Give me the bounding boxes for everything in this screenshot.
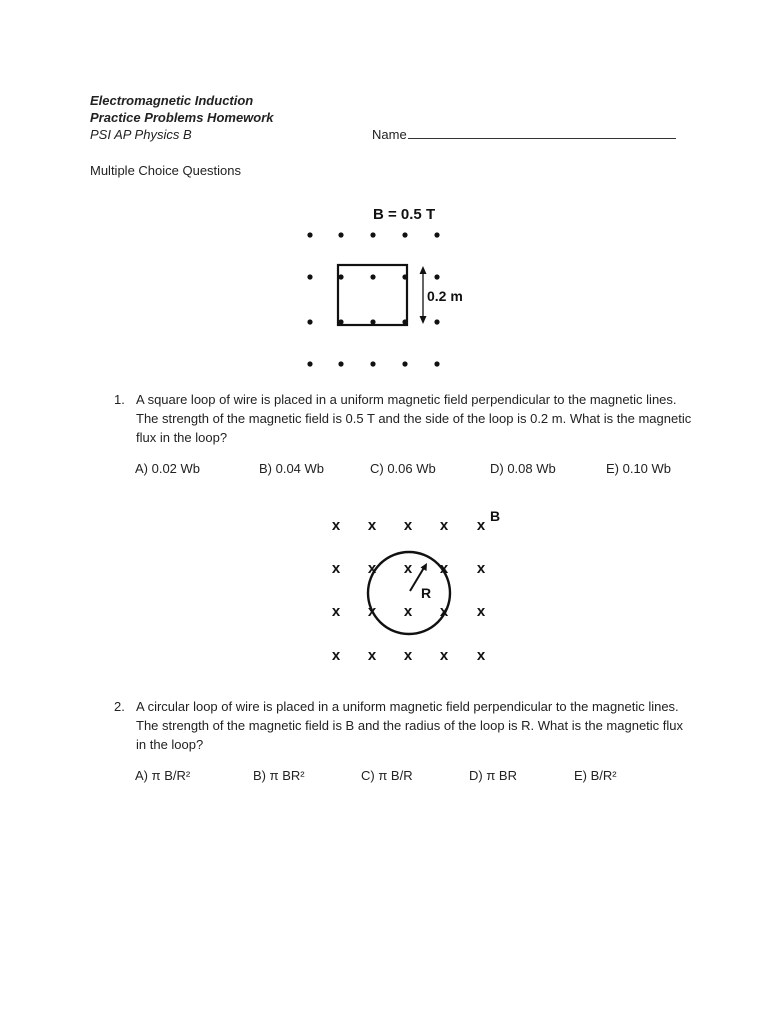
q1-choice-e[interactable]: E) 0.10 Wb [606, 461, 672, 476]
field-x-mark: x [403, 517, 413, 534]
field-x-mark: x [439, 560, 449, 577]
field-dot [370, 319, 375, 324]
q2-choice-e[interactable]: E) B/R² [574, 768, 617, 783]
field-label-b: B [490, 508, 501, 524]
dimension-arrow-top [420, 266, 427, 274]
course-name: PSI AP Physics B [90, 127, 192, 142]
worksheet-title-line-2: Practice Problems Homework [90, 110, 274, 125]
field-x-mark: x [403, 647, 413, 664]
field-dot [338, 232, 343, 237]
field-dot [307, 319, 312, 324]
field-dot [338, 319, 343, 324]
field-x-mark: x [439, 603, 449, 620]
name-field[interactable] [372, 126, 676, 142]
q1-choice-c[interactable]: C) 0.06 Wb [370, 461, 436, 476]
q1-choice-b[interactable]: B) 0.04 Wb [259, 461, 325, 476]
name-blank-line[interactable] [408, 126, 676, 139]
field-dot [434, 361, 439, 366]
field-dot [370, 361, 375, 366]
field-dot [370, 232, 375, 237]
field-x-mark: x [403, 560, 413, 577]
q2-choice-c[interactable]: C) π B/R [361, 768, 413, 783]
field-dot [307, 232, 312, 237]
figure-circular-loop [320, 500, 510, 672]
field-dot [434, 232, 439, 237]
question-1-number: 1. [114, 392, 125, 407]
q1-choice-d[interactable]: D) 0.08 Wb [490, 461, 556, 476]
name-label: Name [372, 127, 407, 142]
field-x-mark: x [331, 517, 341, 534]
q2-choice-a[interactable]: A) π B/R² [135, 768, 191, 783]
field-x-mark: x [331, 647, 341, 664]
q2-choice-d[interactable]: D) π BR [469, 768, 517, 783]
question-1-text: A square loop of wire is placed in a uniform magnetic field perpendicular to the magnetic lines. The strength of the magnetic field is 0.5 T and the side of the loop is 0.2 m. What is the magnetic flux in the loop? [136, 392, 692, 445]
section-heading: Multiple Choice Questions [90, 163, 242, 178]
field-x-mark: x [439, 517, 449, 534]
dimension-arrow-bottom [420, 316, 427, 324]
field-x-mark: x [331, 603, 341, 620]
q1-choice-a[interactable]: A) 0.02 Wb [135, 461, 201, 476]
figure-square-loop [290, 198, 480, 370]
field-dot [338, 274, 343, 279]
radius-label: R [421, 585, 432, 601]
field-dot [402, 232, 407, 237]
q2-choice-b[interactable]: B) π BR² [253, 768, 305, 783]
field-dot [338, 361, 343, 366]
square-loop [338, 265, 407, 325]
field-dot [434, 274, 439, 279]
field-x-mark: x [367, 603, 377, 620]
field-x-mark: x [367, 560, 377, 577]
field-x-mark: x [476, 603, 486, 620]
field-x-mark: x [476, 560, 486, 577]
question-2-number: 2. [114, 699, 125, 714]
field-x-marks [332, 517, 486, 664]
field-x-mark: x [403, 603, 413, 620]
field-dot [434, 319, 439, 324]
worksheet-title-line-1: Electromagnetic Induction [90, 93, 254, 108]
field-strength-label: B = 0.5 T [373, 206, 436, 223]
field-dot [370, 274, 375, 279]
field-x-mark: x [476, 517, 486, 534]
field-x-mark: x [439, 647, 449, 664]
field-x-mark: x [476, 647, 486, 664]
field-dot [307, 361, 312, 366]
field-dot [307, 274, 312, 279]
field-dots [307, 232, 439, 366]
question-2-text: A circular loop of wire is placed in a uniform magnetic field perpendicular to the magnetic lines. The strength of the magnetic field is B and the radius of the loop is R. What is the magnetic flux in the loop? [136, 699, 684, 752]
side-length-label: 0.2 m [427, 288, 463, 304]
field-x-mark: x [367, 517, 377, 534]
field-dot [402, 361, 407, 366]
field-x-mark: x [367, 647, 377, 664]
field-x-mark: x [331, 560, 341, 577]
